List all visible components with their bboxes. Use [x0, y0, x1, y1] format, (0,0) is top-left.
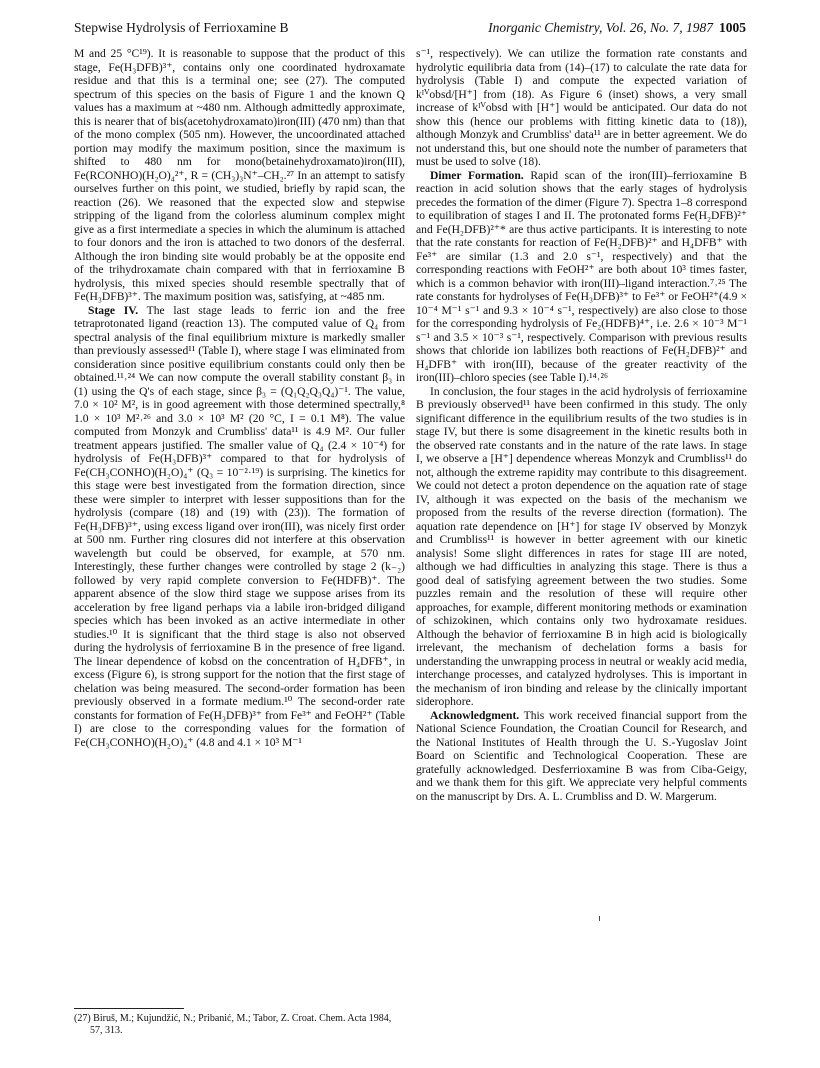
paragraph-dimer-formation-text: Rapid scan of the iron(III)–ferrioxamine B reaction in acid solution shows that the early stages of hydrolysis precedes the formation of the dimer (Figure 7). Spectra 1–8 correspond to equilibration of stages I and II. The protonated forms Fe(H₂DFB)²⁺ and Fe(H₂DFB)²⁺* are thus active participants. It is interesting to note that the rate constants for reaction of Fe(H₂DFB)²⁺ and H₄DFB⁺ with Fe³⁺ are similar (1.3 and 2.0 s⁻¹, respectively) and that the corresponding reactions with FeOH²⁺ are both about 10³ times faster, which is a common behavior with iron(III)–ligand interaction.⁷˒²⁵ The rate constants for hydrolyses of Fe(H₃DFB)³⁺ to Fe³⁺ or FeOH²⁺(4.9 × 10⁻⁴ M⁻¹ s⁻¹ and 9.3 × 10⁻⁴ s⁻¹, respectively) are also close to those for the corresponding hydrolysis of Fe₂(HDFB)⁴⁺, i.e. 2.6 × 10⁻³ M⁻¹ s⁻¹ and 3.5 × 10⁻³ s⁻¹, respectively. Comparison with previous results shows that chloride ion labilizes both reactions of Fe(H₂DFB)²⁺ and H₄DFB⁺ with iron(III), because of the greater reactivity of the iron(III)–chloro species (see Table I).¹⁴˒²⁶: [416, 168, 748, 384]
journal-header: [488, 20, 746, 36]
right-column: [416, 47, 747, 803]
footnote-rule: [74, 1008, 184, 1009]
left-column: [74, 47, 405, 749]
paragraph-dimer-formation: [416, 169, 747, 385]
paragraph-acknowledgment: [416, 709, 747, 804]
section-heading-dimer-formation: Dimer Formation.: [430, 168, 524, 182]
acknowledgment-text: This work received financial support from the National Science Foundation, the Croatian Council for Research, and the National Institutes of Health through the U. S.-Yugoslav Joint Board on Scientific and Technological Cooperation. These are gratefully acknowledged. Desferrioxamine B was from Ciba-Geigy, and we thank them for this gift. We appreciate very helpful comments on the manuscript by Drs. A. L. Crumbliss and D. W. Margerum.: [416, 708, 747, 803]
paragraph-stage-iii-continued: M and 25 °C¹⁹). It is reasonable to suppose that the product of this stage, Fe(H₃DFB)³⁺, contains only one coordinated hydroxamate residue and that this is a terminal one; see (27). The computed spectrum of this species on the basis of Figure 1 and the known Q values has a maximum at ~480 nm. Although admittedly approximate, this is nearer that of bis(acetohydroxamato)iron(III) (470 nm) than that of the mono complex (505 nm). However, the uncoordinated attached portion may modify the maximum position, since the maximum is shifted to 480 nm for mono(betainehydroxamato)iron(III), Fe(RCONHO)(H₂O)₄²⁺, R = (CH₃)₃N⁺–CH₂.²⁷ In an attempt to satisfy ourselves further on this point, we studied, briefly by rapid scan, the reaction (26). We reasoned that the expected slow and stepwise stripping of the ligand from the colorless aluminum complex might give as a first intermediate a species in which the aluminum is attached to four donors and the iron is attached to two donors of the desferral. Although the iron binding site would probably be at the opposite end of the trihydroxamate chain compared with that in ferrioxamine B hydrolysis, this mixed species should resemble spectrally that of Fe(H₃DFB)³⁺. The maximum position was, satisfying, at ~485 nm.: [74, 47, 405, 303]
section-heading-stage-iv: Stage IV.: [88, 303, 139, 317]
section-heading-acknowledgment: Acknowledgment.: [430, 708, 520, 722]
print-mark: [599, 916, 600, 921]
page-number: 1005: [719, 20, 746, 35]
footnote-27: (27) Biruš, M.; Kujundžić, N.; Pribanić, M.; Tabor, Z. Croat. Chem. Acta 1984, 57, 313.: [74, 1013, 392, 1036]
paragraph-conclusion: In conclusion, the four stages in the acid hydrolysis of ferrioxamine B previously observed¹¹ have been confirmed in this study. The only significant difference in the equilibrium results of the two studies is in stage IV, but there is some disagreement in the kinetic results both in the observed rate constants and in the nature of the rate laws. In stage I, we observe a [H⁺] dependence whereas Monzyk and Crumbliss¹¹ do not, although the extreme rapidity may contribute to this disagreement. We could not detect a proton dependence on the aquation rate of stage IV, although it was expected on the basis of the mechanism we proposed from the results of the reverse direction (formation). The aquation rate dependence on [H⁺] for stage IV observed by Monzyk and Crumbliss¹¹ is however in better agreement with our kinetic analysis! Some slight differences in rates for stage III are noted, although we had difficulties in analyzing this stage. There is thus a good deal of satisfying agreement between the two studies. Some puzzles remain and the resolution of these will require other approaches, for example, different monitoring methods or examination of schizokinen, which contains only two hydroxamate residues. Although the behavior of ferrioxamine B in high acid is biologically irrelevant, the mechanism of dechelation forms a basis for understanding the unwrapping process in neutral or weakly acid media, interchange processes, and catalyzed hydrolyses. This is important in the mechanism of iron binding and release by the clinically important siderophore.: [416, 384, 747, 708]
paragraph-stage-iv-continued: s⁻¹, respectively). We can utilize the formation rate constants and hydrolytic equilibria data from (14)–(17) to calculate the rate data for hydrolysis (Table I) and compute the expected variation of kᴵⱽobsd/[H⁺] from (18). As Figure 6 (inset) shows, a very small increase of kᴵⱽobsd with [H⁺] would be anticipated. Our data do not show this (hence our problems with fitting kinetic data to (18)), although Monzyk and Crumbliss' data¹¹ are in better agreement. We do not understand this, but one should note the number of parameters that must be used to solve (18).: [416, 47, 747, 168]
paragraph-stage-iv-text: The last stage leads to ferric ion and the free tetraprotonated ligand (reaction 13). The computed value of Q₄ from spectral analysis of the final equilibrium mixture is markedly smaller than previously assessed¹¹ (Table I), where stage I was eliminated from consideration since positive equilibrium constants could only then be obtained.¹¹˒²⁴ We can now compute the overall stability constant β₃ in (1) using the Q's of each stage, since β₃ = (Q₁Q₂Q₃Q₄)⁻¹. The value, 7.0 × 10² M², is in good agreement with those determined spectrally,⁸ 1.0 × 10³ M²˒²⁶ and 3.0 × 10³ M² (20 °C, I = 0.1 M⁸). The value computed from Monzyk and Crumbliss' data¹¹ is 4.9 M². Our fuller treatment appears justified. The smaller value of Q₄ (2.4 × 10⁻⁴) for hydrolysis of Fe(H₃DFB)³⁺ compared to that for hydrolysis of Fe(CH₃CONHO)(H₂O)₄⁺ (Q₃ = 10⁻²·¹⁹) is surprising. The kinetics for this stage were best investigated from the formation direction, since these were simpler to interpret with lesser suppositions than for the hydrolysis (compare (18) and (19) with (23)). The formation of Fe(H₃DFB)³⁺, using excess ligand over iron(III), was nicely first order at 500 nm. Further ring closures did not interfere at this observation wavelength but could be observed, for example, at 570 nm. Interestingly, these further changes were controlled by stage 2 (k₋₂) followed by very rapid complete conversion to Fe(HDFB)⁺. The apparent absence of the slow third stage we suppose arises from its acceleration by free ligand perhaps via a labile iron-bridged diligand species which has been invoked as an active intermediate in other studies.¹⁰ It is significant that the third stage is also not observed during the hydrolysis of ferrioxamine B in the presence of free ligand. The linear dependence of kobsd on the concentration of H₄DFB⁺, in excess (Figure 6), is strong support for the notion that the first stage of chelation was being measured. The second-order formation has been previously observed in a formate medium.¹⁰ The second-order rate constants for formation of Fe(H₃DFB)³⁺ from Fe³⁺ and FeOH²⁺ (Table I) are close to the corresponding values for the formation of Fe(CH₃CONHO)(H₂O)₄⁺ (4.8 and 4.1 × 10³ M⁻¹: [74, 303, 406, 749]
paragraph-stage-iv: [74, 304, 405, 750]
journal-citation: Inorganic Chemistry, Vol. 26, No. 7, 1987: [488, 20, 713, 35]
running-title: Stepwise Hydrolysis of Ferrioxamine B: [74, 20, 289, 35]
